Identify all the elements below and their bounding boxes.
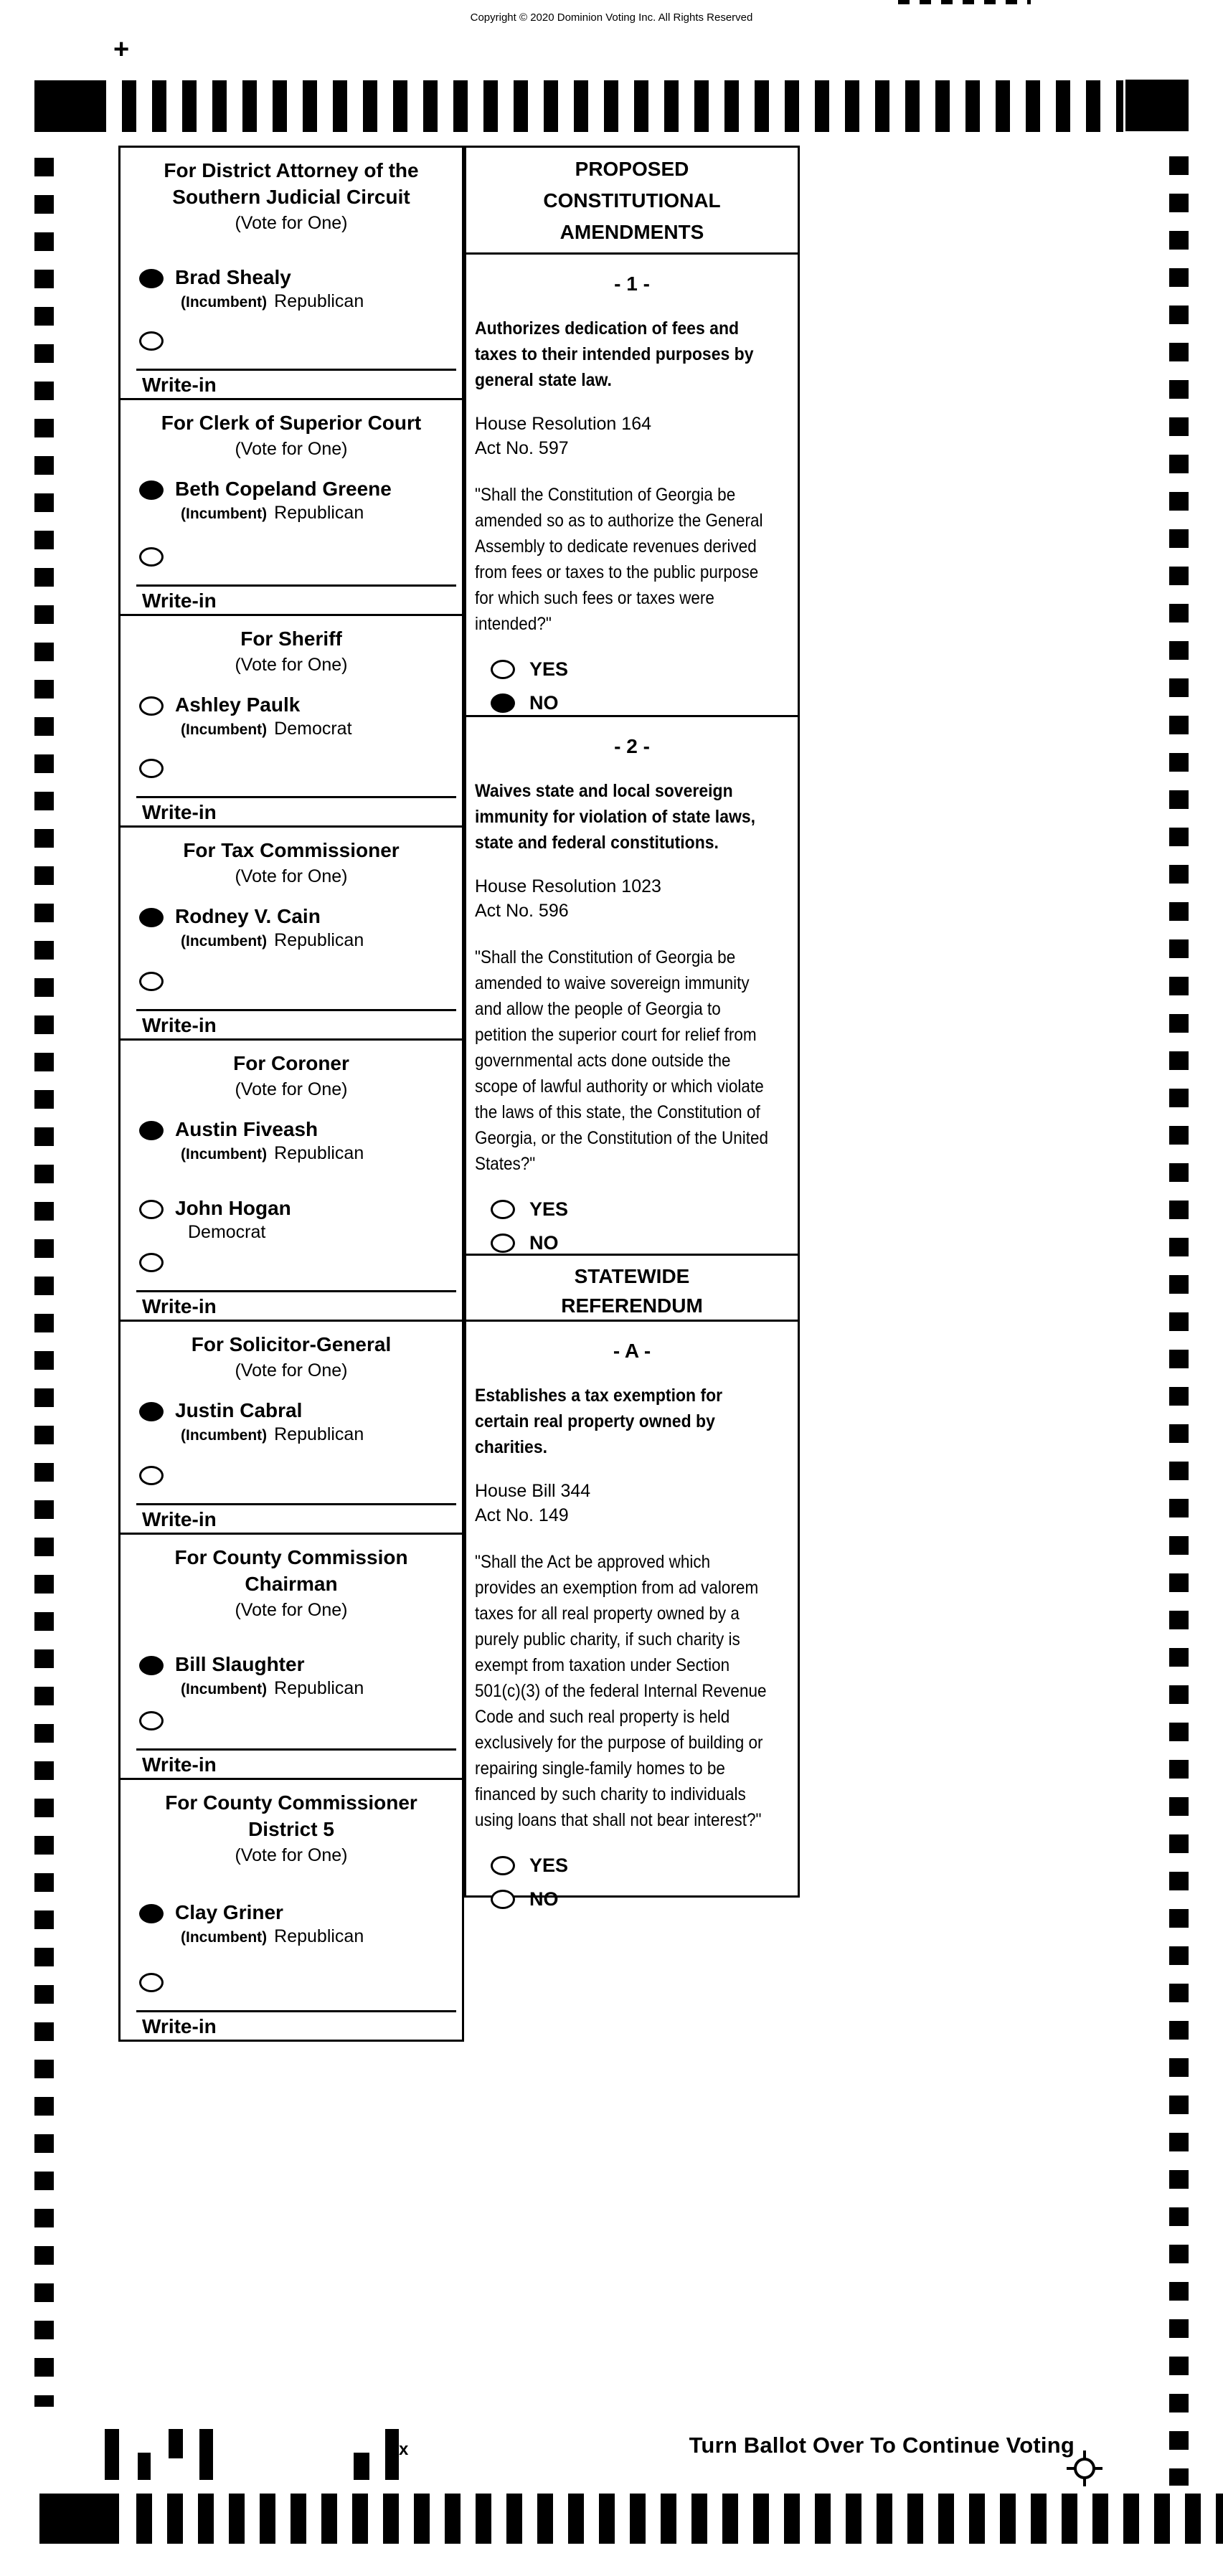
candidate-option[interactable] [139,266,462,312]
candidate-bubble-empty[interactable] [139,1200,164,1219]
contest-box [118,1533,464,1780]
vote-for-one-label: (Vote for One) [235,1360,348,1381]
contest-title: For Solicitor-General [191,1333,392,1355]
registration-target-icon [1064,2448,1105,2489]
incumbent-label: (Incumbent) [181,933,268,950]
candidate-bubble-empty[interactable] [139,696,164,716]
write-in-line[interactable] [136,1748,456,1751]
measure-question-line: using loans that shall not bear interest?" [475,1810,762,1830]
candidate-option[interactable] [139,693,462,739]
candidate-bubble-filled[interactable] [139,1656,164,1675]
measure-question-line: Assembly to dedicate revenues derived [475,536,757,557]
contest-box [118,1320,464,1535]
measure-question-line: scope of lawful authority or which violate [475,1076,764,1097]
contest-title: Southern Judicial Circuit [172,186,410,208]
yes-bubble-empty[interactable] [491,1200,515,1219]
vote-for-one-label: (Vote for One) [235,1600,348,1620]
measure-summary-line: certain real property owned by [475,1411,715,1431]
candidate-option[interactable] [139,1399,462,1445]
no-option[interactable] [491,1232,798,1254]
candidate-info [175,1653,364,1699]
candidate-option[interactable] [139,1653,462,1699]
write-in-line[interactable] [136,2010,456,2012]
measure-summary-line: Waives state and local sovereign [475,781,733,801]
write-in-label: Write-in [142,801,217,823]
section-header-line: AMENDMENTS [559,221,704,243]
candidate-option[interactable] [139,905,462,951]
party-label: Republican [274,1926,364,1946]
section-header-box [464,146,800,255]
candidate-option[interactable] [139,1901,462,1947]
write-in-label: Write-in [142,1295,217,1317]
candidate-party-line [181,719,352,739]
candidate-name: Ashley Paulk [175,693,301,716]
candidate-name: Brad Shealy [175,266,291,288]
write-in-line[interactable] [136,1290,456,1292]
measure-ref-line: Act No. 596 [475,901,569,921]
registration-plus-mark: + [113,34,130,65]
barcode-mark [105,2429,119,2480]
write-in-line[interactable] [136,584,456,587]
measure-question-line: "Shall the Act be approved which [475,1552,711,1572]
candidate-info [175,693,352,739]
candidate-option[interactable] [139,478,462,524]
write-in-bubble[interactable] [139,1253,164,1272]
measure-summary-line: Establishes a tax exemption for [475,1386,723,1406]
incumbent-label: (Incumbent) [181,1427,268,1444]
candidate-party-line [181,1678,364,1699]
incumbent-label: (Incumbent) [181,294,268,311]
measure-question-line: from fees or taxes to the public purpose [475,562,759,582]
party-label: Republican [274,1143,364,1163]
yes-label: YES [529,1855,569,1876]
incumbent-label: (Incumbent) [181,506,268,522]
measure-ref-line: Act No. 149 [475,1505,569,1525]
no-bubble-filled[interactable] [491,693,515,713]
candidate-party-line [181,503,392,524]
candidate-name: Rodney V. Cain [175,905,321,927]
write-in-line[interactable] [136,1503,456,1505]
measure-summary-line: Authorizes dedication of fees and [475,318,740,338]
write-in-bubble[interactable] [139,547,164,567]
no-label: NO [529,1888,559,1910]
measure-question-line: petition the superior court for relief from [475,1025,757,1045]
vote-for-one-label: (Vote for One) [235,1845,348,1865]
yes-option[interactable] [491,1198,798,1221]
candidate-info [175,905,364,951]
candidate-party-line [181,1424,364,1445]
measure-question-line: States?" [475,1154,536,1174]
party-label: Republican [274,503,364,523]
write-in-bubble[interactable] [139,1466,164,1485]
contest-title: For Tax Commissioner [183,839,400,861]
barcode-mark [354,2453,369,2480]
measure-question-line: exclusively for the purpose of building or [475,1733,763,1753]
candidate-bubble-filled[interactable] [139,1121,164,1140]
vote-for-one-label: (Vote for One) [235,439,348,459]
print-x-mark: x [399,2440,409,2459]
barcode-mark [138,2453,151,2480]
measure-question-line: purely public charity, if such charity is [475,1629,740,1649]
candidate-party-line [181,1222,291,1243]
yes-bubble-empty[interactable] [491,660,515,679]
candidate-info [175,1901,364,1947]
candidate-info [175,478,392,524]
candidate-name: Beth Copeland Greene [175,478,392,500]
contest-box [118,398,464,616]
write-in-label: Write-in [142,1014,217,1036]
contest-box [118,146,464,400]
contest-box [118,614,464,828]
write-in-label: Write-in [142,589,217,612]
measure-ref-line: Act No. 597 [475,438,569,458]
measure-question-line: for which such fees or taxes were [475,588,714,608]
write-in-bubble[interactable] [139,972,164,991]
vote-for-one-label: (Vote for One) [235,655,348,675]
barcode-mark [169,2429,183,2458]
measure-ref-line: House Resolution 164 [475,414,651,434]
measure-question-line: taxes for all real property owned by a [475,1604,740,1624]
yes-option[interactable] [491,658,798,681]
contest-title: Chairman [245,1573,338,1595]
candidate-name: John Hogan [175,1197,291,1219]
no-bubble-empty[interactable] [491,1233,515,1253]
party-label: Republican [274,291,364,311]
party-label: Republican [274,930,364,950]
write-in-bubble[interactable] [139,1973,164,1992]
barcode-mark [385,2429,399,2480]
candidate-bubble-filled[interactable] [139,908,164,927]
candidate-name: Bill Slaughter [175,1653,305,1675]
measure-question-line: "Shall the Constitution of Georgia be [475,947,736,967]
clipped-print-artifact [898,0,1031,4]
no-label: NO [529,1232,559,1254]
vote-for-one-label: (Vote for One) [235,1079,348,1099]
candidate-bubble-filled[interactable] [139,480,164,500]
yes-option[interactable] [491,1855,798,1877]
contest-box [118,1038,464,1322]
no-label: NO [529,692,559,714]
party-label: Democrat [188,1222,266,1242]
no-bubble-empty[interactable] [491,1890,515,1909]
top-timing-marks [122,80,1123,132]
measure-ref-line: House Resolution 1023 [475,876,661,896]
measure-question-line: amended so as to authorize the General [475,511,763,531]
right-timing-marks [1169,156,1189,2486]
yes-label: YES [529,658,569,680]
barcode-mark [199,2429,213,2480]
incumbent-label: (Incumbent) [181,1681,268,1697]
contest-title: For District Attorney of the [164,159,419,181]
write-in-bubble[interactable] [139,331,164,351]
write-in-label: Write-in [142,1753,217,1776]
contest-title: District 5 [248,1818,334,1840]
section-header-line: STATEWIDE [574,1265,690,1287]
contest-title: For Coroner [233,1052,349,1074]
candidate-info [175,266,364,312]
candidate-party-line [181,1926,364,1947]
contest-title: For County Commission [174,1546,408,1568]
party-label: Democrat [274,719,352,739]
measure-question-line: amended to waive sovereign immunity [475,973,750,993]
measure-summary-line: taxes to their intended purposes by [475,344,754,364]
copyright-text: Copyright © 2020 Dominion Voting Inc. All Rights Reserved [470,11,753,24]
contests-column [118,146,464,2042]
measure-number: - 2 - [614,735,650,757]
write-in-bubble[interactable] [139,759,164,778]
bottom-timing-marks [136,2494,1223,2544]
measure-question-line: and allow the people of Georgia to [475,999,721,1019]
candidate-name: Clay Griner [175,1901,283,1923]
yes-label: YES [529,1198,569,1220]
candidate-bubble-filled[interactable] [139,269,164,288]
measure-box [464,1320,800,1910]
turn-ballot-over-text: Turn Ballot Over To Continue Voting [689,2433,1075,2458]
measure-question-line: "Shall the Constitution of Georgia be [475,485,736,505]
measure-ref-line: House Bill 344 [475,1481,591,1501]
vote-for-one-label: (Vote for One) [235,866,348,886]
section-header-line: PROPOSED [575,158,689,180]
left-timing-marks [34,158,54,2407]
measure-question-line: Georgia, or the Constitution of the United [475,1128,768,1148]
incumbent-label: (Incumbent) [181,1929,268,1946]
timing-band-block [34,80,106,132]
yes-bubble-empty[interactable] [491,1856,515,1875]
timing-band-block [39,2494,119,2544]
measure-box [464,715,800,1256]
contest-title: For County Commissioner [165,1791,417,1814]
measure-question-line: intended?" [475,614,552,634]
write-in-label: Write-in [142,374,217,396]
no-option[interactable] [491,1888,798,1910]
candidate-party-line [181,1143,364,1164]
incumbent-label: (Incumbent) [181,721,268,738]
candidate-info [175,1118,364,1164]
measure-question-line: the laws of this state, the Constitution of [475,1102,760,1122]
measure-box [464,252,800,717]
write-in-label: Write-in [142,1508,217,1530]
party-label: Republican [274,1678,364,1698]
candidate-bubble-filled[interactable] [139,1402,164,1421]
candidate-name: Austin Fiveash [175,1118,318,1140]
measure-question-line: repairing single-family homes to be [475,1758,725,1779]
section-header-line: CONSTITUTIONAL [543,189,721,212]
candidate-info [175,1399,364,1445]
contest-box [118,825,464,1041]
measures-column [464,146,800,1910]
incumbent-label: (Incumbent) [181,1146,268,1162]
measure-number: - 1 - [614,273,650,295]
write-in-label: Write-in [142,2015,217,2037]
candidate-option[interactable] [139,1118,462,1164]
no-option[interactable] [491,692,798,714]
measure-question-line: governmental acts done outside the [475,1051,731,1071]
measure-question-line: provides an exemption from ad valorem [475,1578,759,1598]
measure-question-line: Code and such real property is held [475,1707,730,1727]
measure-summary-line: charities. [475,1437,547,1457]
candidate-info [175,1197,291,1243]
measure-question-line: exempt from taxation under Section [475,1655,730,1675]
measure-question-line: 501(c)(3) of the federal Internal Revenue [475,1681,767,1701]
party-label: Republican [274,1424,364,1444]
section-header-box [464,1254,800,1322]
write-in-line[interactable] [136,1009,456,1011]
candidate-party-line [181,291,364,312]
write-in-bubble[interactable] [139,1711,164,1730]
contest-title: For Clerk of Superior Court [161,412,422,434]
measure-summary-line: general state law. [475,370,612,390]
vote-for-one-label: (Vote for One) [235,213,348,233]
candidate-party-line [181,930,364,951]
measure-summary-line: state and federal constitutions. [475,833,719,853]
write-in-line[interactable] [136,369,456,371]
section-header-line: REFERENDUM [561,1294,703,1317]
candidate-bubble-filled[interactable] [139,1904,164,1923]
contest-title: For Sheriff [240,628,342,650]
timing-band-block [1125,80,1189,131]
contest-box [118,1778,464,2042]
measure-number: - A - [613,1340,651,1362]
measure-summary-line: immunity for violation of state laws, [475,807,756,827]
candidate-option[interactable] [139,1197,462,1243]
candidate-name: Justin Cabral [175,1399,303,1421]
measure-question-line: financed by such charity to individuals [475,1784,746,1804]
write-in-line[interactable] [136,796,456,798]
